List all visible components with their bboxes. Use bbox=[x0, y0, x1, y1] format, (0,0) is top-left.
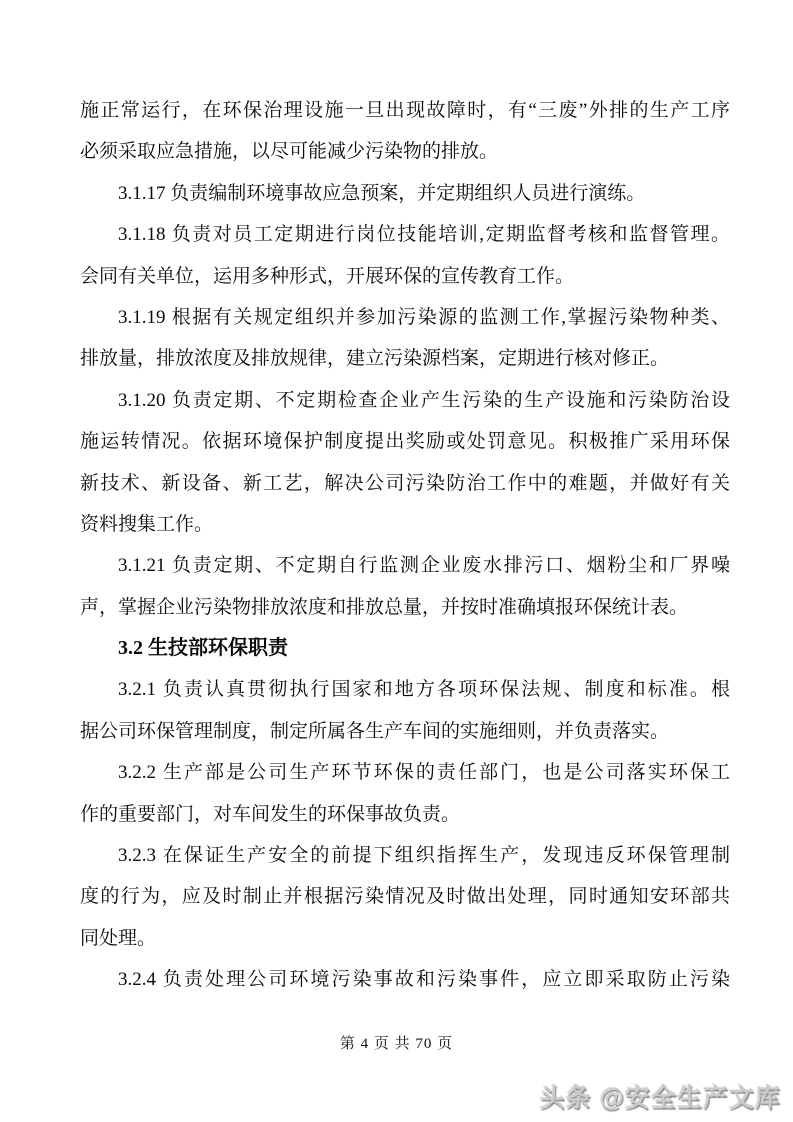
watermark-text: 头条 @安全生产文库 bbox=[539, 1084, 781, 1112]
text-line: 排放量，排放浓度及排放规律，建立污染源档案，定期进行核对修正。 bbox=[80, 348, 670, 370]
text-line: 同处理。 bbox=[80, 927, 157, 949]
text-line: 必须采取应急措施，以尽可能减少污染物的排放。 bbox=[80, 141, 499, 163]
text-line: 施运转情况。依据环境保护制度提出奖励或处罚意见。积极推广采用环保 bbox=[80, 431, 730, 453]
text-line: 3.2.4 负责处理公司环境污染事故和污染事件，应立即采取防止污染 bbox=[118, 969, 730, 991]
text-line: 新技术、新设备、新工艺，解决公司污染防治工作中的难题，并做好有关 bbox=[80, 472, 730, 494]
text-line: 声，掌握企业污染物排放浓度和排放总量，并按时准确填报环保统计表。 bbox=[80, 596, 689, 618]
section-heading: 3.2 生技部环保职责 bbox=[118, 637, 288, 660]
page-number: 第 4 页 共 70 页 bbox=[339, 1036, 454, 1052]
text-line: 3.1.21 负责定期、不定期自行监测企业废水排污口、烟粉尘和厂界噪 bbox=[118, 555, 730, 577]
text-line: 3.1.18 负责对员工定期进行岗位技能培训,定期监督考核和监督管理。 bbox=[118, 224, 730, 246]
text-line: 3.1.17 负责编制环境事故应急预案，并定期组织人员进行演练。 bbox=[118, 182, 646, 204]
document-lines bbox=[80, 90, 730, 1001]
text-line: 资料搜集工作。 bbox=[80, 513, 214, 535]
text-line: 3.2.3 在保证生产安全的前提下组织指挥生产，发现违反环保管理制 bbox=[118, 845, 730, 867]
text-line: 据公司环保管理制度，制定所属各生产车间的实施细则，并负责落实。 bbox=[80, 720, 670, 742]
text-line: 作的重要部门，对车间发生的环保事故负责。 bbox=[80, 803, 461, 825]
text-line: 3.1.19 根据有关规定组织并参加污染源的监测工作,掌握污染物种类、 bbox=[118, 306, 730, 328]
text-line: 3.1.20 负责定期、不定期检查企业产生污染的生产设施和污染防治设 bbox=[118, 389, 730, 411]
text-line: 会同有关单位，运用多种形式，开展环保的宣传教育工作。 bbox=[80, 265, 575, 287]
text-line: 3.2.2 生产部是公司生产环节环保的责任部门，也是公司落实环保工 bbox=[118, 762, 730, 784]
text-line: 施正常运行，在环保治理设施一旦出现故障时，有“三废”外排的生产工序 bbox=[80, 100, 730, 121]
text-line: 度的行为，应及时制止并根据污染情况及时做出处理，同时通知安环部共 bbox=[80, 886, 730, 908]
text-line: 3.2.1 负责认真贯彻执行国家和地方各项环保法规、制度和标准。根 bbox=[118, 679, 730, 701]
